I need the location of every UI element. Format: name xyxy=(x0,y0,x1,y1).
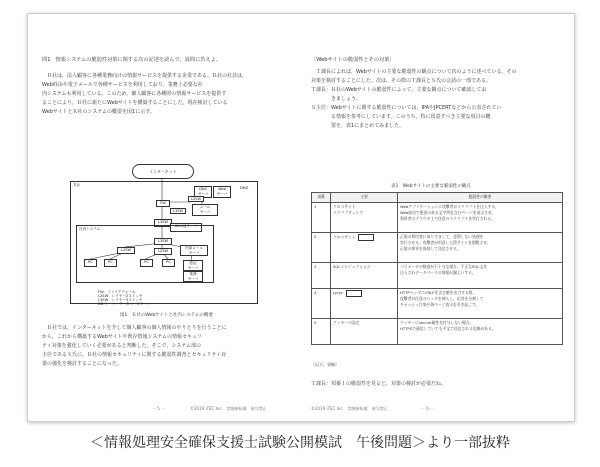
table-header-row xyxy=(312,193,563,203)
table-cell xyxy=(331,289,398,319)
pc-box: PC xyxy=(84,259,97,267)
web-server-box: Web サーバ xyxy=(213,186,231,198)
pc-box: PC xyxy=(104,259,117,267)
table-caption: 表1 Webサイトの主要な脆弱性の観点 xyxy=(391,184,471,189)
table-cell: クッキーの設定 xyxy=(331,319,398,345)
table-header: 項番 xyxy=(312,193,331,203)
table-cell: HTTPヘッダにCRLFを含む値を出力する際， 攻撃者が任意のヘッダを挿入し，応答を分割して キャッシュ汚染や偽ページ表示を引き起こす。 xyxy=(398,289,563,319)
table-cell-text: HTTP xyxy=(333,290,343,296)
left-footer-note: ©2019 iTEC Inc. 禁無断転載 複写禁止 xyxy=(190,406,267,411)
answer-blank xyxy=(358,234,374,241)
left-page-number: － 5 － xyxy=(152,406,166,411)
table-cell: 1 xyxy=(312,203,331,233)
dialogue-line: Ｔ課長によれば，Webサイトの主要な脆弱性の観点について次のように述べている。その xyxy=(311,69,517,75)
legend-item: FW：ファイアウォール xyxy=(98,290,136,294)
excerpt-caption: ＜情報処理安全確保支援士試験公開模試 午後問題＞より一部抜粋 xyxy=(90,435,510,451)
intro-line: 内システムも利用している。このため，個人顧客に各種財の情報サービスを提供す xyxy=(42,91,227,97)
web-group-box: Web他サーバ xyxy=(170,223,202,232)
internet-cloud: インターネット xyxy=(132,164,194,179)
table-note: （以下，省略） xyxy=(311,362,339,367)
left-page xyxy=(40,28,297,411)
firewall-box: FW xyxy=(156,200,170,207)
document-frame xyxy=(27,13,575,422)
body-line: から，これから構築するWebサイトや既存情報システムの情報セキュリ xyxy=(42,334,203,340)
internal-label: 社内システム xyxy=(79,227,101,231)
diagram-legend xyxy=(98,290,150,306)
network-diagram xyxy=(70,164,256,302)
l3sw-mid-box: L3SW xyxy=(154,238,172,245)
table-cell: パラメータの検査が不十分な場合，不正なSQL文を 注入されデータベースの情報が漏えいする。 xyxy=(398,263,563,289)
intro-line: Ｒ社は，法人顧客に各種業務向けの情報サービスを提供する企業である。Ｒ社の社員は， xyxy=(42,73,248,79)
right-footer-note: ©2019 iTEC Inc. 禁無断転載 複写禁止 xyxy=(311,406,388,411)
l3sw-top-box: L3SW xyxy=(154,219,172,227)
region-label: Ｒ社 xyxy=(73,183,81,187)
auth-server-box: 認証 サーバ xyxy=(183,260,203,271)
table-row xyxy=(312,319,563,345)
mail-server-box: メール サーバ xyxy=(192,204,218,216)
right-page xyxy=(309,28,564,411)
dns-server-box: DNS サーバ xyxy=(194,186,212,198)
table-cell: クロスサイト スクリプティング xyxy=(331,203,398,233)
dialogue-line: 要を，表1にまとめてみました。 xyxy=(311,123,405,129)
table-row xyxy=(312,233,563,263)
intro-line: ることにより，Ｒ社に新たにWebサイトを構築することにした。現在検討している xyxy=(42,100,228,106)
table-row xyxy=(312,263,563,289)
internal-mail-box: 内部メール サーバ xyxy=(180,245,208,256)
l2sw-a-box: L2SW xyxy=(117,247,135,254)
vulnerability-table xyxy=(311,192,563,345)
l3sw-dmz-box: L3SW xyxy=(170,208,186,214)
legend-item: L2SW：レイヤー2スイッチ xyxy=(98,294,143,298)
question-title: 問1 情報システムの脆弱性対策に関する次の記述を読んで，設問に答えよ。 xyxy=(42,57,222,63)
dmz-label: DMZ xyxy=(240,186,249,190)
intro-line: Web経由や電子メールで各種サービスを利用しており，業務上必要な社 xyxy=(42,82,203,88)
table-cell xyxy=(331,233,398,263)
table-cell: SQLインジェクション xyxy=(331,263,398,289)
dialogue-line: Ｔ課長：Ｒ社のWebサイトの脆弱性によって，主要な観点について確認してお xyxy=(311,87,487,93)
figure-caption: 図1 Ｒ社のWebサイトと社内システムの概要 xyxy=(120,313,213,318)
body-line: Ｒ社では，インターネットを介して個人顧客の個人情報のやりとりを行うことに xyxy=(42,325,227,331)
table-cell: クッキーにsecure属性を付与しない場合， HTTPSで通信していても平文で送信される危険がある。 xyxy=(398,319,563,345)
table-cell: Webアプリケーションに攻撃者がスクリプトを注入する， Web経由で悪意のある文字列を含むページを表示させ， 利用者のブラウザ上で任意のスクリプトを実行される。 xyxy=(398,203,563,233)
table-cell: 4 xyxy=(312,289,331,319)
table-cell: 正規の利用者に成りすまして，意図しない処理を 実行させる。攻撃者が用意した罠サイトを閲覧させ， 正規の要求を偽装して送信させる。 xyxy=(398,233,563,263)
table-header: 脆弱性の概要 xyxy=(398,193,563,203)
right-page-number: － 6 － xyxy=(421,406,435,411)
dialogue-line: Ｓ主任：Webサイトに関する脆弱性については，IPAやJPCERTなどから公表されてい xyxy=(311,105,502,111)
table-cell: 2 xyxy=(312,233,331,263)
intro-line: WebサイトとＲ社のシステムの概要を図1に示す。 xyxy=(42,109,155,115)
table-cell: 5 xyxy=(312,319,331,345)
l2sw-dmz-box: L2SW xyxy=(188,196,204,202)
body-line: 主任であるＳ氏に，Ｒ社の情報セキュリティに関する脆弱性調査とセキュリティ対 xyxy=(42,352,227,358)
table-cell: 3 xyxy=(312,263,331,289)
body-paragraph xyxy=(42,324,297,369)
legend-item: L3SW：レイヤー3スイッチ xyxy=(98,298,143,302)
legend-item: DB サーバ：データベースサーバ xyxy=(98,302,151,306)
pc-box: PC xyxy=(162,259,175,267)
ops-server-box: 業務 サーバ xyxy=(183,271,203,282)
closing-line: Ｔ課長：項番１の脆弱性を見ると，対策の検討が必要だね。 xyxy=(311,381,447,387)
table-row xyxy=(312,203,563,233)
answer-blank xyxy=(346,290,362,297)
section-heading: 〔Webサイトの脆弱性とその対策〕 xyxy=(311,57,395,63)
table-cell-text: クロスサイト xyxy=(333,234,356,240)
dialogue-line: きましょう。 xyxy=(311,96,362,102)
l2sw-b-box: L2SW xyxy=(154,248,172,255)
table-header: 主要 xyxy=(331,193,398,203)
dialogue-line: 対策を検討することにした。次は，その際のＴ課長とＳ氏の会話の一部である。 xyxy=(311,78,492,84)
table-row xyxy=(312,289,563,319)
dialogue-paragraph xyxy=(311,68,564,131)
dialogue-line: る情報を参考にしています。このうち，特に留意すべき主要な項目の概 xyxy=(311,114,491,120)
body-line: ティ対策を強化していく必要があると判断した。そこで，システム部の xyxy=(42,343,202,349)
pc-box: PC xyxy=(140,259,153,267)
body-line: 策の強化を検討することになった。 xyxy=(42,361,123,367)
intro-paragraph xyxy=(42,72,297,117)
